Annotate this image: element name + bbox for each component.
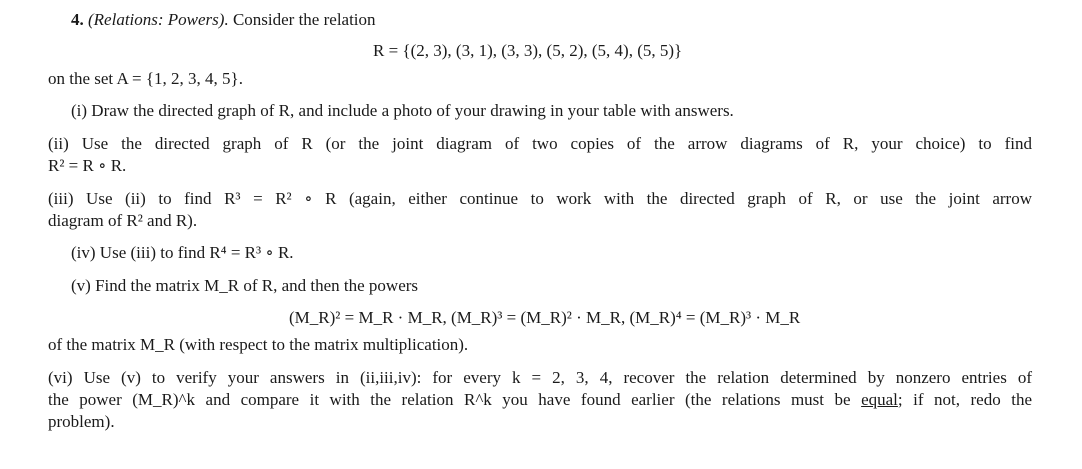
- problem-intro: Consider the relation: [232, 10, 376, 29]
- part-ii-line-1: (ii) Use the directed graph of R (or the joint diagram of two copies of the arrow diagrams of R, your choice) to find: [48, 134, 1032, 153]
- part-vi-line-1: (vi) Use (v) to verify your answers in (ii,iii,iv): for every k = 2, 3, 4, recover the relation determined by nonzero entries of: [48, 368, 1032, 387]
- part-i: (i) Draw the directed graph of R, and include a photo of your drawing in your table with answers.: [71, 101, 734, 120]
- problem-heading: [71, 9, 376, 31]
- part-v-line-2: of the matrix M_R (with respect to the matrix multiplication).: [48, 335, 469, 354]
- part-v-formula: (M_R)² = M_R · M_R, (M_R)³ = (M_R)² · M_R, (M_R)⁴ = (M_R)³ · M_R: [289, 308, 801, 327]
- part-vi-line-2-end: ; if not, redo the: [897, 390, 1033, 409]
- part-vi-line-2: [48, 389, 1032, 411]
- part-vi-line-2-start: the power (M_R)^k and compare it with the relation R^k you have found earlier (the relations must be: [48, 390, 851, 409]
- part-v-line-1: (v) Find the matrix M_R of R, and then the powers: [71, 276, 419, 295]
- part-iv: (iv) Use (iii) to find R⁴ = R³ ∘ R.: [71, 243, 294, 262]
- problem-title: (Relations: Powers).: [88, 10, 229, 29]
- part-vi-line-3: problem).: [48, 412, 115, 431]
- part-iii-line-1: (iii) Use (ii) to find R³ = R² ∘ R (again, either continue to work with the directed graph of R, or use the joint arrow: [48, 189, 1032, 208]
- relation-definition: R = {(2, 3), (3, 1), (3, 3), (5, 2), (5, 4), (5, 5)}: [373, 41, 683, 60]
- set-definition: on the set A = {1, 2, 3, 4, 5}.: [48, 69, 243, 88]
- problem-number: 4.: [71, 10, 84, 29]
- underlined-word-equal: equal: [861, 390, 898, 409]
- part-ii-line-2: R² = R ∘ R.: [48, 156, 127, 175]
- part-iii-line-2: diagram of R² and R).: [48, 211, 198, 230]
